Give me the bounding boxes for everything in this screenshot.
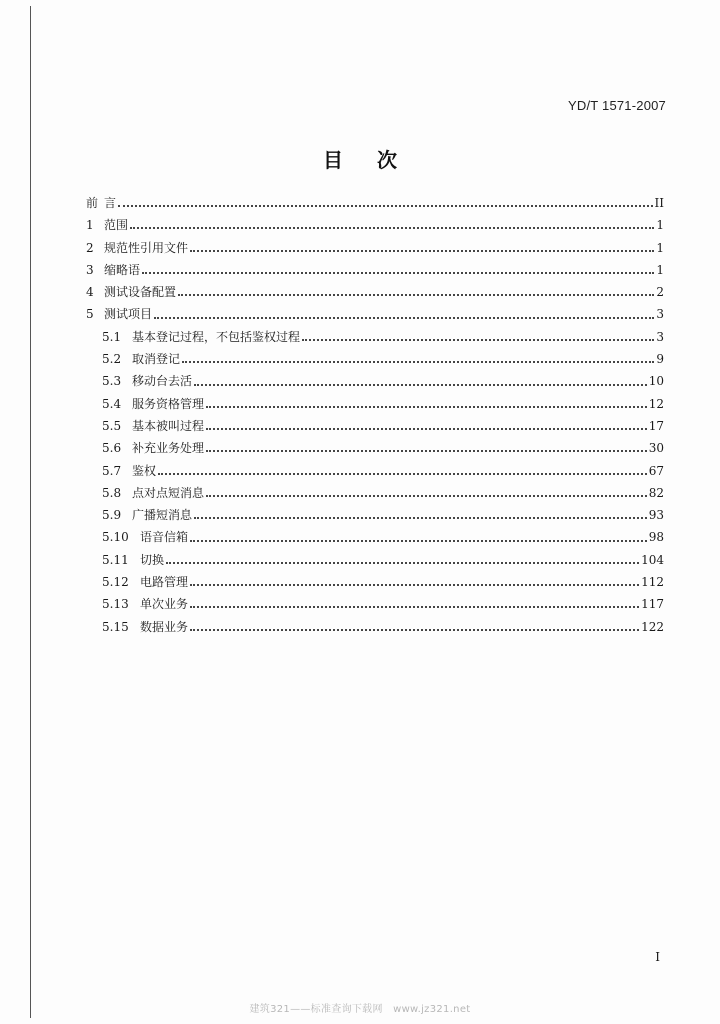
toc-entry-number: 5.1 [102, 329, 122, 344]
toc-dot-leader [182, 361, 654, 363]
page-number: I [655, 950, 660, 964]
toc-entry[interactable] [86, 370, 664, 392]
toc-entry[interactable] [86, 237, 664, 259]
toc-dot-leader [154, 317, 654, 319]
toc-entry-label: 单次业务 [140, 597, 189, 612]
toc-entry-number: 前 [86, 196, 99, 210]
toc-entry-number: 5 [86, 307, 94, 322]
toc-entry-page: 82 [648, 485, 664, 500]
toc-dot-leader [130, 227, 654, 229]
toc-dot-leader [206, 406, 647, 408]
document-code: YD/T 1571-2007 [568, 98, 666, 113]
toc-entry-page: 67 [648, 463, 664, 478]
table-of-contents [86, 192, 664, 638]
toc-dot-leader [206, 495, 647, 497]
toc-entry-page: 3 [656, 307, 664, 322]
toc-entry-label: 服务资格管理 [132, 396, 205, 411]
toc-entry-label: 范围 [104, 218, 129, 233]
toc-dot-leader [194, 517, 647, 519]
toc-dot-leader [158, 473, 647, 475]
toc-title-part1: 目 [323, 148, 343, 172]
toc-entry-number: 5.7 [102, 463, 122, 478]
toc-entry-label: 广播短消息 [132, 508, 193, 523]
toc-entry-page: 12 [648, 396, 664, 411]
toc-entry-label: 点对点短消息 [132, 485, 205, 500]
toc-entry[interactable] [86, 281, 664, 303]
toc-dot-leader [206, 450, 647, 452]
toc-entry-number: 5.12 [102, 575, 129, 590]
toc-entry[interactable] [86, 526, 664, 548]
toc-entry-page: 122 [641, 619, 664, 634]
toc-entry-number: 5.4 [102, 396, 122, 411]
toc-entry-number: 5.5 [102, 418, 122, 433]
toc-dot-leader [206, 428, 647, 430]
toc-entry-label: 语音信箱 [140, 530, 189, 545]
toc-entry-label: 基本登记过程，不包括鉴权过程 [132, 329, 301, 344]
toc-entry-page: 30 [648, 441, 664, 456]
toc-entry[interactable] [86, 616, 664, 638]
toc-entry[interactable] [86, 415, 664, 437]
toc-entry-page: 9 [656, 352, 664, 367]
toc-entry-label: 取消登记 [132, 352, 181, 367]
toc-entry-label: 补充业务处理 [132, 441, 205, 456]
toc-entry[interactable] [86, 571, 664, 593]
toc-entry-number: 3 [86, 262, 94, 277]
toc-entry-number: 4 [86, 285, 94, 300]
toc-entry[interactable] [86, 214, 664, 236]
toc-entry[interactable] [86, 504, 664, 526]
toc-dot-leader [190, 629, 639, 631]
toc-entry-label: 鉴权 [132, 463, 157, 478]
toc-dot-leader [166, 562, 639, 564]
toc-entry-label: 言 [104, 196, 117, 210]
toc-entry[interactable] [86, 303, 664, 325]
toc-dot-leader [190, 250, 654, 252]
toc-entry-label: 移动台去活 [132, 374, 193, 389]
toc-entry[interactable] [86, 393, 664, 415]
toc-entry-number: 2 [86, 240, 94, 255]
toc-dot-leader [142, 272, 654, 274]
toc-entry-label: 测试设备配置 [104, 285, 177, 300]
toc-entry-page: 17 [648, 418, 664, 433]
toc-entry-number: 5.10 [102, 530, 129, 545]
toc-entry-number: 5.3 [102, 374, 122, 389]
toc-entry-label: 基本被叫过程 [132, 418, 205, 433]
toc-entry-label: 切换 [140, 552, 165, 567]
toc-entry[interactable] [86, 259, 664, 281]
toc-dot-leader [118, 205, 653, 207]
toc-entry[interactable] [86, 482, 664, 504]
toc-entry-page: 104 [641, 552, 664, 567]
toc-entry[interactable] [86, 460, 664, 482]
toc-entry-number: 1 [86, 218, 94, 233]
toc-dot-leader [194, 384, 647, 386]
toc-title-part2: 次 [377, 148, 397, 172]
toc-entry-page: 98 [648, 530, 664, 545]
toc-entry-number: 5.11 [102, 552, 129, 567]
toc-entry-number: 5.8 [102, 485, 122, 500]
toc-entry-page: 112 [641, 575, 664, 590]
toc-dot-leader [190, 540, 647, 542]
toc-entry-label: 缩略语 [104, 262, 141, 277]
toc-entry-number: 5.13 [102, 597, 129, 612]
toc-entry[interactable] [86, 192, 664, 214]
toc-entry-number: 5.2 [102, 352, 122, 367]
toc-dot-leader [190, 584, 639, 586]
toc-entry-number: 5.9 [102, 508, 122, 523]
toc-dot-leader [190, 606, 639, 608]
toc-dot-leader [178, 294, 654, 296]
toc-entry-label: 规范性引用文件 [104, 240, 189, 255]
toc-entry-page: 2 [656, 285, 664, 300]
toc-entry[interactable] [86, 437, 664, 459]
toc-entry-number: 5.6 [102, 441, 122, 456]
toc-entry[interactable] [86, 348, 664, 370]
footer-watermark: 建筑321——标准查询下载网 www.jz321.net [249, 1004, 471, 1015]
toc-dot-leader [302, 339, 654, 341]
toc-entry-label: 数据业务 [140, 619, 189, 634]
toc-entry-page: 1 [656, 262, 664, 277]
toc-entry-page: 10 [648, 374, 664, 389]
toc-entry-page: 93 [648, 508, 664, 523]
toc-entry-page: II [654, 196, 664, 210]
toc-entry-page: 117 [641, 597, 664, 612]
toc-entry[interactable] [86, 593, 664, 615]
toc-entry-label: 电路管理 [140, 575, 189, 590]
toc-entry-page: 1 [656, 218, 664, 233]
toc-entry[interactable] [86, 549, 664, 571]
toc-entry-page: 1 [656, 240, 664, 255]
toc-entry[interactable] [86, 326, 664, 348]
toc-entry-page: 3 [656, 329, 664, 344]
toc-entry-number: 5.15 [102, 619, 129, 634]
toc-entry-label: 测试项目 [104, 307, 153, 322]
toc-title [0, 144, 720, 173]
